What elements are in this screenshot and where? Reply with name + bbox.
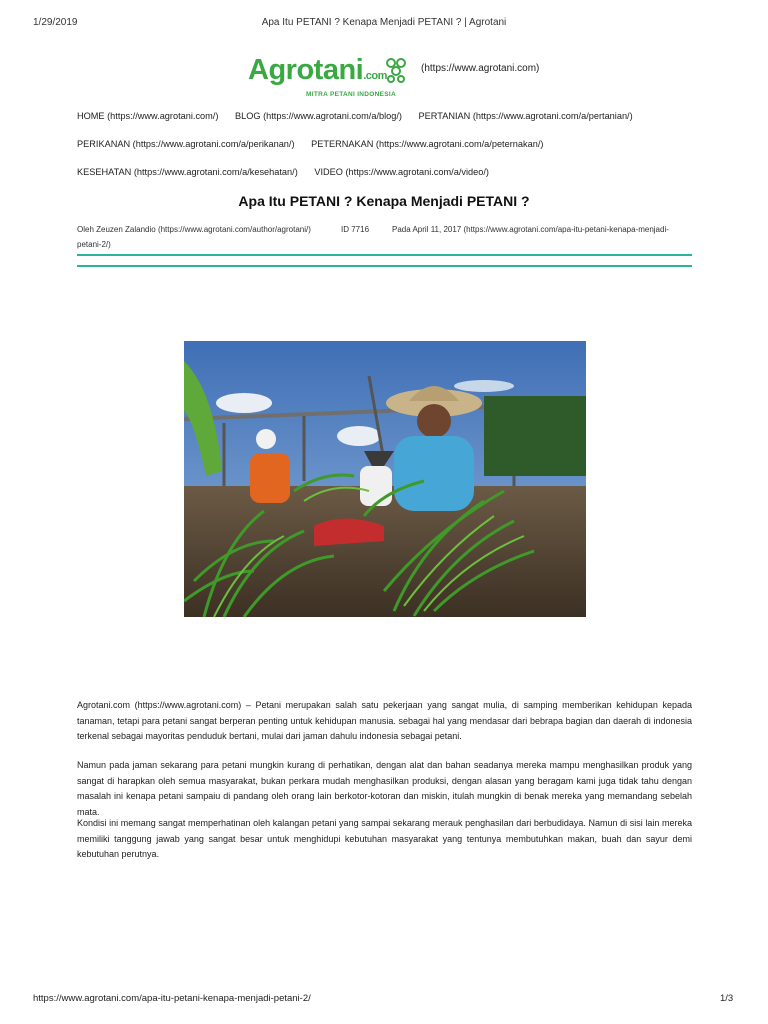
nav-item-blog[interactable]: BLOG (https://www.agrotani.com/a/blog/) [235, 111, 402, 121]
site-url-link[interactable]: (https://www.agrotani.com) [421, 63, 540, 74]
article-date-link[interactable]: Pada April 11, 2017 (https://www.agrotani.com/apa-itu-petani-kenapa-menjadi- [392, 225, 669, 234]
article-id: ID 7716 [341, 225, 370, 234]
logo-wordmark: Agrotani.com [248, 54, 387, 86]
divider [77, 254, 692, 256]
nav-row-2 [77, 139, 557, 149]
swirl-icon [385, 57, 409, 85]
print-date: 1/29/2019 [33, 17, 78, 28]
logo-tagline: MITRA PETANI INDONESIA [306, 91, 397, 98]
nav-item-video[interactable]: VIDEO (https://www.agrotani.com/a/video/) [314, 167, 489, 177]
nav-item-kesehatan[interactable]: KESEHATAN (https://www.agrotani.com/a/kesehatan/) [77, 167, 298, 177]
nav-item-home[interactable]: HOME (https://www.agrotani.com/) [77, 111, 219, 121]
article-photo [184, 341, 586, 617]
article-paragraph: Agrotani.com (https://www.agrotani.com) – Petani merupakan salah satu pekerjaan yang sangat mulia, di samping memberikan kehidupan kepada tanaman, tetapi para petani sangat berperan penting untuk kehidupan manusia. sebagai hal yang mendasar dari bebrapa bagian dan daerah di indonesia terkenal sebagai mayoritas penduduk bertani, mulai dari jaman dahulu indonesia sebagai petani. [77, 700, 692, 741]
article-paragraph: Namun pada jaman sekarang para petani mungkin kurang di perhatikan, dengan alat dan bahan seadanya mereka mampu menghasilkan produk yang sangat di harapkan oleh semua masyarakat, bukan perkara mudah menghasilkan produksi, dengan alasan yang beragam kami juga tidak tahu dengan masalah ini kenapa petani sampaiu di pandang oleh orang lain berkotor-kotoran dan miskin, itulah mungkin di benak mereka yang memandang sebelah mata. [77, 760, 692, 817]
print-page-title: Apa Itu PETANI ? Kenapa Menjadi PETANI ? | Agrotani [261, 17, 507, 28]
article-date-link-cont[interactable]: petani-2/) [77, 240, 111, 249]
article-title: Apa Itu PETANI ? Kenapa Menjadi PETANI ? [238, 193, 530, 209]
nav-item-peternakan[interactable]: PETERNAKAN (https://www.agrotani.com/a/peternakan/) [311, 139, 544, 149]
footer-url[interactable]: https://www.agrotani.com/apa-itu-petani-kenapa-menjadi-petani-2/ [33, 993, 311, 1004]
article-paragraph: Kondisi ini memang sangat memperhatinan oleh kalangan petani yang sampai sekarang merauk penghasilan dari berbudidaya. Namun di sisi lain mereka memiliki tanggung jawab yang sangat besar untuk menghidupi kebutuhan masyarakat yang tentunya membutuhkan makan, buah dan sayur demi kebutuhan perutnya. [77, 818, 692, 859]
site-logo[interactable] [248, 55, 408, 97]
page-number: 1/3 [720, 993, 734, 1004]
nav-row-3 [77, 167, 503, 177]
nav-item-perikanan[interactable]: PERIKANAN (https://www.agrotani.com/a/perikanan/) [77, 139, 295, 149]
divider [77, 265, 692, 267]
article-author[interactable]: Oleh Zeuzen Zalandio (https://www.agrotani.com/author/agrotani/) [77, 225, 311, 234]
nav-item-pertanian[interactable]: PERTANIAN (https://www.agrotani.com/a/pertanian/) [418, 111, 633, 121]
nav-row-1 [77, 111, 647, 121]
